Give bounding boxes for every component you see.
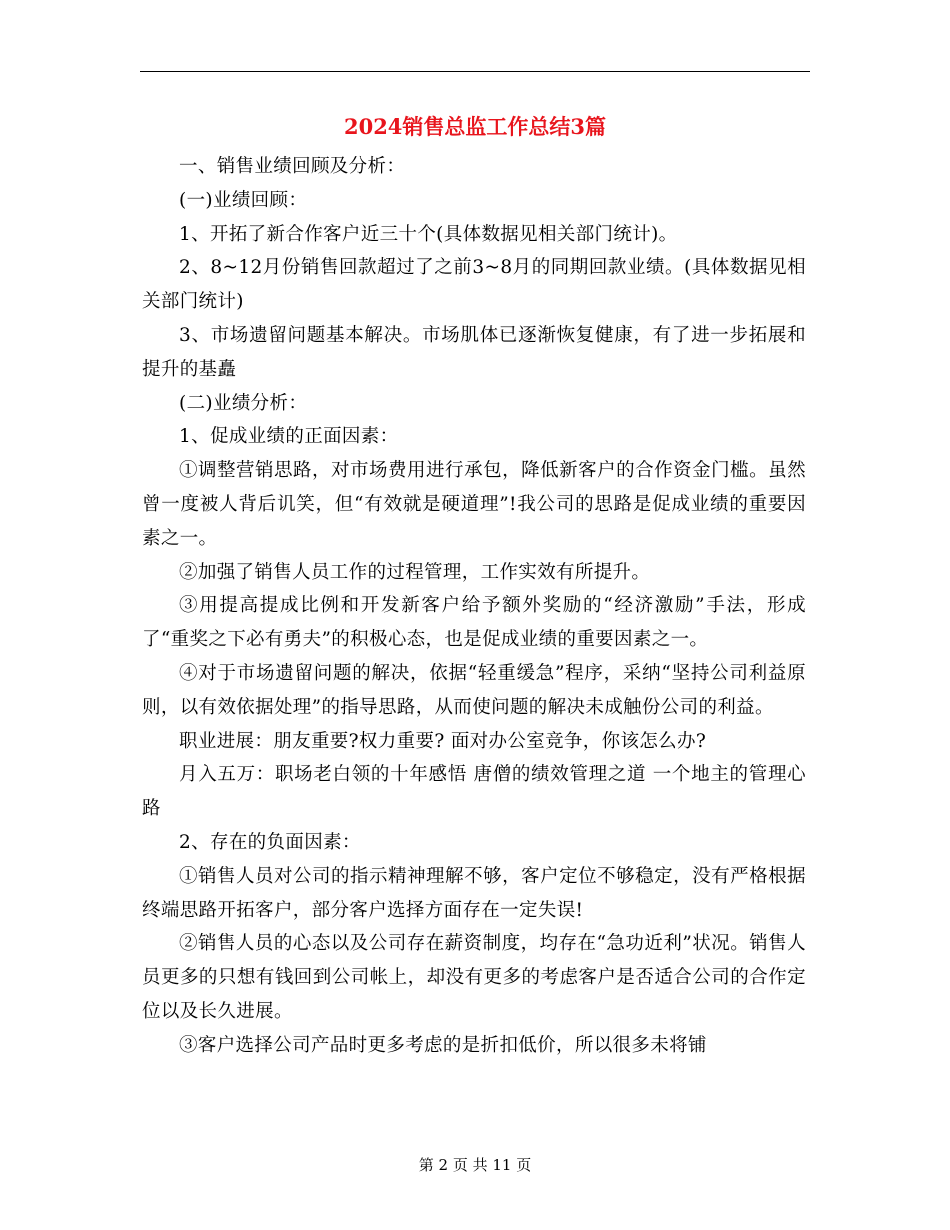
paragraph: 2、8~12月份销售回款超过了之前3~8月的同期回款业绩。(具体数据见相关部门统计) <box>142 257 806 313</box>
paragraph: (一)业绩回顾： <box>179 189 308 211</box>
header-rule <box>140 71 810 72</box>
paragraph: 1、促成业绩的正面因素： <box>179 426 399 448</box>
paragraph: 2、存在的负面因素： <box>179 831 361 853</box>
paragraph: ③客户选择公司产品时更多考虑的是折扣低价，所以很多未将铺 <box>179 1034 707 1056</box>
paragraph: ③用提高提成比例和开发新客户给予额外奖励的“经济激励”手法，形成了“重奖之下必有勇夫”的积极心态，也是促成业绩的重要因素之一。 <box>142 595 806 651</box>
paragraph: ④对于市场遗留问题的解决，依据“轻重缓急”程序，采纳“坚持公司利益原则，以有效依据处理”的指导思路，从而使问题的解决未成触份公司的利益。 <box>142 662 806 718</box>
paragraph: ②加强了销售人员工作的过程管理，工作实效有所提升。 <box>179 561 651 583</box>
page-footer <box>0 1154 950 1176</box>
document-title: 2024销售总监工作总结3篇 <box>343 114 607 139</box>
page-number-label: 第 2 页 共 11 页 <box>418 1156 532 1174</box>
paragraph: (二)业绩分析： <box>179 392 308 414</box>
paragraph: 月入五万：职场老白领的十年感悟 唐僧的绩效管理之道 一个地主的管理心路 <box>142 764 806 820</box>
paragraph: 职业进展：朋友重要?权力重要? 面对办公室竞争，你该怎么办? <box>179 730 707 752</box>
paragraph: ①调整营销思路，对市场费用进行承包，降低新客户的合作资金门槛。虽然曾一度被人背后讥笑，但“有效就是硬道理”!我公司的思路是促成业绩的重要因素之一。 <box>142 460 806 549</box>
paragraph: ①销售人员对公司的指示精神理解不够，客户定位不够稳定，没有严格根据终端思路开拓客户，部分客户选择方面存在一定失误! <box>142 865 806 921</box>
paragraph: 3、市场遗留问题基本解决。市场肌体已逐渐恢复健康，有了进一步拓展和提升的基矗 <box>142 324 806 380</box>
paragraph: 1、开拓了新合作客户近三十个(具体数据见相关部门统计)。 <box>179 223 678 245</box>
paragraph: 一、销售业绩回顾及分析： <box>179 156 406 177</box>
paragraph: ②销售人员的心态以及公司存在薪资制度，均存在“急功近利”状况。销售人员更多的只想有钱回到公司帐上，却没有更多的考虑客户是否适合公司的合作定位以及长久进展。 <box>142 933 806 1022</box>
document-body <box>142 150 806 1063</box>
